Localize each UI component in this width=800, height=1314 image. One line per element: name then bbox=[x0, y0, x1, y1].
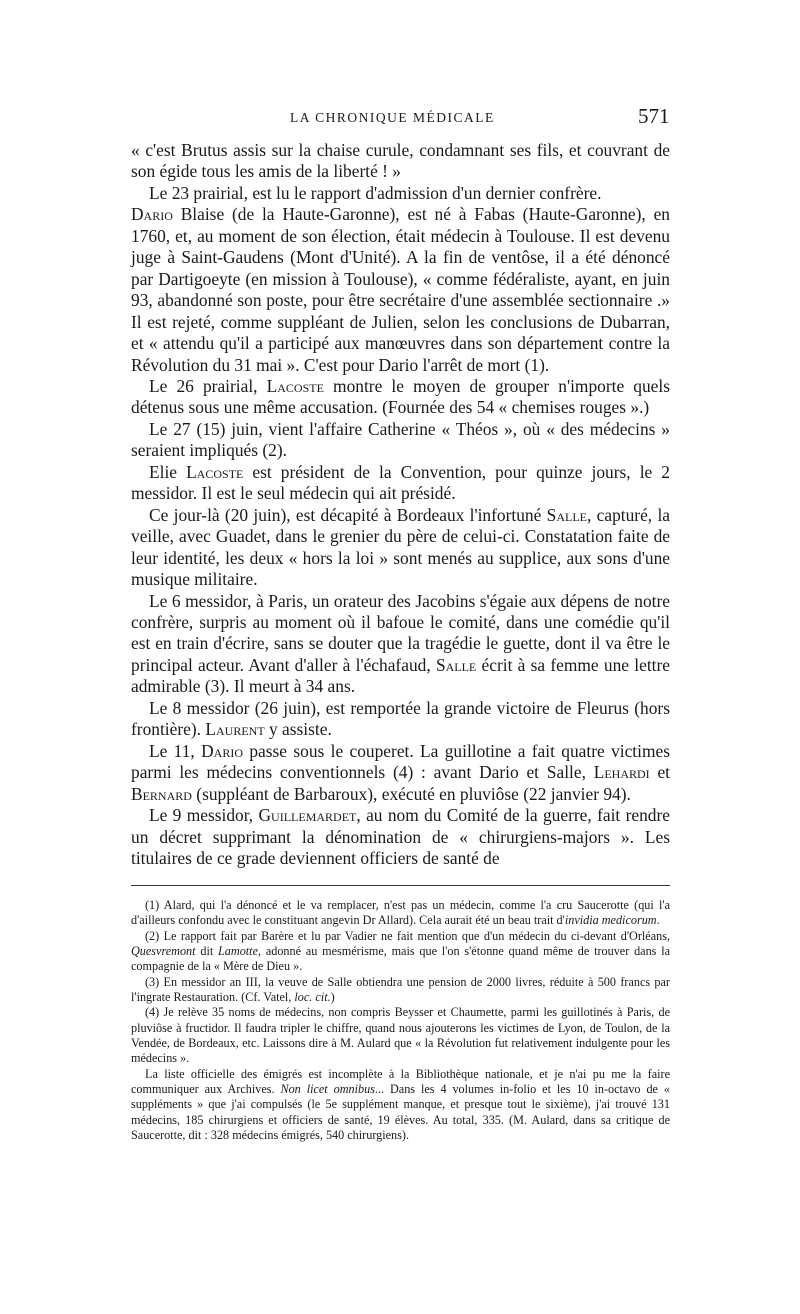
footnote-divider bbox=[131, 885, 670, 886]
name-lacoste: Lacoste bbox=[266, 375, 324, 396]
name-bernard: Bernard bbox=[131, 783, 192, 804]
name-salle: Salle bbox=[435, 654, 477, 675]
page-header bbox=[0, 104, 800, 134]
name-lacoste: Lacoste bbox=[186, 461, 244, 482]
paragraph-5: Le 27 (15) juin, vient l'affaire Catherine « Théos », où « des médecins » seraient impliqués (2). bbox=[131, 418, 670, 461]
name-dario: Dario bbox=[201, 740, 244, 761]
paragraph-3: Dario Blaise (de la Haute-Garonne), est né à Fabas (Haute-Garonne), en 1760, et, au moment de son élection, était médecin à Toulouse. Il est devenu juge à Saint-Gaudens (Mont d'Unité). A la fin de ventôse, il a été dénoncé par Dartigoeyte (en mission à Toulouse), « comme fédéraliste, ayant, en juin 93, abandonné son poste, pour être secrétaire d'une assemblée sectionnaire .» Il est rejeté, comme suppléant de Julien, selon les conclusions de Dubarran, et « attendu qu'il a participé aux manœuvres dans son département contre la Révolution du 31 mai ». C'est pour Dario l'arrêt de mort (1). bbox=[131, 204, 670, 375]
paragraph-10: Le 11, Dario passe sous le couperet. La guillotine a fait quatre victimes parmi les médecins conventionnels (4) : avant Dario et Salle, Lehardi et Bernard (suppléant de Barbaroux), exécuté en pluviôse (22 janvier 94). bbox=[131, 740, 670, 804]
paragraph-8: Le 6 messidor, à Paris, un orateur des Jacobins s'égaie aux dépens de notre confrère, surpris au moment où il bafoue le comité, dans une comédie qu'il est en train d'écrire, sans se douter que la tragédie le guette, dont il va être le principal acteur. Avant d'aller à l'échafaud, Salle écrit à sa femme une lettre admirable (3). Il meurt à 34 ans. bbox=[131, 590, 670, 697]
footnote-4: (4) Je relève 35 noms de médecins, non compris Beysser et Chaumette, parmi les guillotinés à Paris, de pluviôse à fructidor. Il faudra tripler le chiffre, quand nous ajouterons les victimes de Lyon, de Toulon, de la Vendée, de Bordeaux, etc. Laissons dire à M. Aulard que « la Révolution fut relativement indulgente pour les médecins ». bbox=[131, 1005, 670, 1066]
footnotes bbox=[131, 898, 670, 1144]
running-title: LA CHRONIQUE MÉDICALE bbox=[290, 110, 495, 125]
paragraph-1: « c'est Brutus assis sur la chaise curule, condamnant ses fils, et couvrant de son égide tous les amis de la liberté ! » bbox=[131, 140, 670, 182]
paragraph-6: Elie Lacoste est président de la Convention, pour quinze jours, le 2 messidor. Il est le seul médecin qui ait présidé. bbox=[131, 461, 670, 504]
paragraph-9: Le 8 messidor (26 juin), est remportée la grande victoire de Fleurus (hors frontière). Laurent y assiste. bbox=[131, 697, 670, 740]
footnote-2: (2) Le rapport fait par Barère et lu par Vadier ne fait mention que d'un médecin du ci-devant d'Orléans, Quesvremont dit Lamotte, adonné au mesmérisme, mais que l'on s'étonne quand même de trouver dans la compagnie de la « Mère de Dieu ». bbox=[131, 928, 671, 974]
footnote-4-continued: La liste officielle des émigrés est incomplète à la Bibliothèque nationale, et je n'ai pu me la faire communiquer aux Archives. Non licet omnibus... Dans les 4 volumes in-folio et les 10 in-octavo de « suppléments » que j'ai compulsés (le 5e supplément manque, et presque tout le sixième), j'ai trouvé 131 médecins, 185 chirurgiens et officiers de santé, 19 élèves. Au total, 335. (M. Aulard, dans sa critique de Saucerotte, dit : 328 médecins émigrés, 540 chirurgiens). bbox=[131, 1066, 670, 1143]
name-laurent: Laurent bbox=[205, 719, 265, 740]
main-text bbox=[131, 140, 670, 869]
paragraph-4: Le 26 prairial, Lacoste montre le moyen de grouper n'importe quels détenus sous une même accusation. (Fournée des 54 « chemises rouges ».) bbox=[131, 375, 670, 418]
name-guillemardet: Guillemardet bbox=[258, 805, 357, 826]
paragraph-7: Ce jour-là (20 juin), est décapité à Bordeaux l'infortuné Salle, capturé, la veille, avec Guadet, dans le grenier du père de celui-ci. Constatation faite de leur identité, les deux « hors la loi » sont menés au supplice, aux sons d'une musique militaire. bbox=[131, 504, 670, 590]
footnote-3: (3) En messidor an III, la veuve de Salle obtiendra une pension de 2000 livres, réduite à 500 francs par l'ingrate Restauration. (Cf. Vatel, loc. cit.) bbox=[131, 974, 670, 1005]
page-number: 571 bbox=[638, 104, 670, 128]
name-lehardi: Lehardi bbox=[593, 762, 650, 783]
name-salle: Salle bbox=[546, 504, 587, 525]
footnote-1: (1) Alard, qui l'a dénoncé et le va remplacer, n'est pas un médecin, comme l'a cru Saucerotte (qui l'a d'ailleurs confondu avec le constituant angevin Dr Allard). Cela aurait été un beau trait d'invidia medicorum. bbox=[131, 898, 670, 928]
name-dario: Dario bbox=[131, 204, 173, 225]
paragraph-11: Le 9 messidor, Guillemardet, au nom du Comité de la guerre, fait rendre un décret supprimant la dénomination de « chirurgiens-majors ». Les titulaires de ce grade deviennent officiers de santé de bbox=[131, 805, 670, 868]
paragraph-2: Le 23 prairial, est lu le rapport d'admission d'un dernier confrère. bbox=[149, 182, 602, 203]
